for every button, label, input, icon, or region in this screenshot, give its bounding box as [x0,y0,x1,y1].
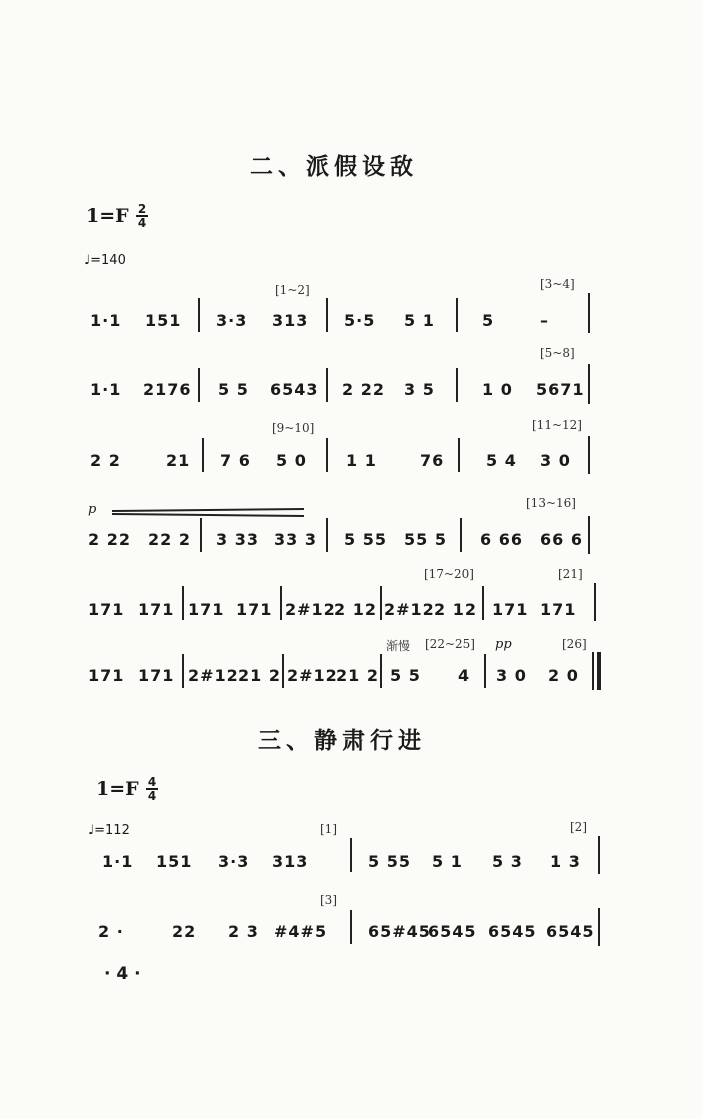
page-number: · 4 · [104,964,141,984]
note-group: 3·3 [216,311,248,330]
note-group: 2 22 [342,380,385,399]
note-group: 22 [172,922,197,941]
bar-line [456,298,458,332]
note-group: 1 0 [482,380,513,399]
measure-bracket: [21] [558,567,583,581]
note-group: 3 33 [216,530,259,549]
note-group: 2 12 [434,600,477,619]
note-group: 6545 [488,922,537,941]
measure-bracket: [3] [320,893,337,907]
note-group: 3 0 [496,666,527,685]
bar-line [482,586,484,620]
note-group: 22 2 [148,530,191,549]
note-group: 171 [540,600,577,619]
note-group: 2#12 [285,600,336,619]
bar-line [326,368,328,402]
dynamic-marking: p [88,502,97,517]
note-group: 6 66 [480,530,523,549]
note-group: 5671 [536,380,585,399]
note-group: 5 [482,311,495,330]
note-group: 6543 [270,380,319,399]
section-title: 二、派假设敌 [250,153,418,180]
note-group: 7 6 [220,451,251,470]
note-group: 1·1 [90,311,122,330]
note-group: 2 12 [334,600,377,619]
note-group: 3 5 [404,380,435,399]
note-group: 2#12 [287,666,338,685]
note-group: 5 1 [404,311,435,330]
note-group: 21 [166,451,191,470]
crescendo-hairpin [112,513,304,517]
bar-line [198,298,200,332]
bar-line [588,516,590,554]
bar-line [588,293,590,333]
note-group: 171 [492,600,529,619]
measure-bracket: [11~12] [532,418,582,432]
note-group: 313 [272,852,309,871]
bar-line [182,654,184,688]
bar-line [588,436,590,474]
bar-line [380,586,382,620]
note-group: 5·5 [344,311,376,330]
measure-bracket: [26] [562,637,587,651]
bar-line [182,586,184,620]
bar-line [198,368,200,402]
note-group: 151 [145,311,182,330]
bar-line [456,368,458,402]
bar-line [200,518,202,552]
note-group: 2 3 [228,922,259,941]
measure-bracket: [1~2] [275,283,310,297]
note-group: 6545 [546,922,595,941]
key-signature: 1=F [96,778,139,800]
note-group: 5 4 [486,451,517,470]
tempo-marking: ♩=140 [84,253,126,268]
final-bar-line [592,652,594,690]
final-bar-line [597,652,601,690]
note-group: 5 1 [432,852,463,871]
measure-bracket: [9~10] [272,421,315,435]
note-group: 4 [458,666,471,685]
note-group: 1·1 [102,852,134,871]
note-group: #4#5 [274,922,328,941]
note-group: 171 [138,600,175,619]
note-group: 171 [88,666,125,685]
time-signature: $\frac{2}{4}$ [137,202,147,230]
note-group: 313 [272,311,309,330]
bar-line [280,586,282,620]
measure-bracket: [5~8] [540,346,575,360]
note-group: 3 0 [540,451,571,470]
note-group: 2 · [98,922,124,941]
note-group: 66 6 [540,530,583,549]
bar-line [458,438,460,472]
note-group: 171 [188,600,225,619]
note-group: 2 0 [548,666,579,685]
tempo-change: 渐慢 [386,639,411,653]
note-group: 2 22 [88,530,131,549]
crescendo-hairpin [112,508,304,512]
bar-line [484,654,486,688]
note-group: 171 [138,666,175,685]
measure-bracket: [17~20] [424,567,474,581]
measure-bracket: [3~4] [540,277,575,291]
note-group: 2176 [143,380,192,399]
note-group: 33 3 [274,530,317,549]
tempo-marking: ♩=112 [88,823,130,838]
note-group: 76 [420,451,445,470]
bar-line [326,298,328,332]
bar-line [594,583,596,621]
note-group: 151 [156,852,193,871]
note-group: 6545 [428,922,477,941]
time-signature: $\frac{4}{4}$ [147,775,157,803]
bar-line [202,438,204,472]
bar-line [380,654,382,688]
bar-line [598,836,600,874]
note-group: 3·3 [218,852,250,871]
note-group: 1 1 [346,451,377,470]
note-group: 5 0 [276,451,307,470]
bar-line [350,838,352,872]
bar-line [326,518,328,552]
bar-line [350,910,352,944]
note-group: – [540,311,549,330]
measure-bracket: [22~25] [425,637,475,651]
measure-bracket: [2] [570,820,587,834]
note-group: 55 5 [404,530,447,549]
bar-line [588,364,590,404]
key-signature: 1=F [86,205,129,227]
note-group: 5 5 [390,666,421,685]
bar-line [326,438,328,472]
note-group: 2 2 [90,451,121,470]
dynamic-marking: pp [495,637,512,652]
note-group: 2#12 [188,666,239,685]
measure-bracket: [13~16] [526,496,576,510]
note-group: 5 5 [218,380,249,399]
note-group: 1·1 [90,380,122,399]
bar-line [598,908,600,946]
note-group: 65#45 [368,922,431,941]
note-group: 5 55 [368,852,411,871]
note-group: 2#12 [384,600,435,619]
bar-line [460,518,462,552]
note-group: 5 3 [492,852,523,871]
section-title: 三、静肃行进 [258,727,426,754]
note-group: 1 3 [550,852,581,871]
note-group: 21 2 [238,666,281,685]
note-group: 171 [236,600,273,619]
measure-bracket: [1] [320,822,337,836]
note-group: 21 2 [336,666,379,685]
note-group: 5 55 [344,530,387,549]
note-group: 171 [88,600,125,619]
bar-line [282,654,284,688]
